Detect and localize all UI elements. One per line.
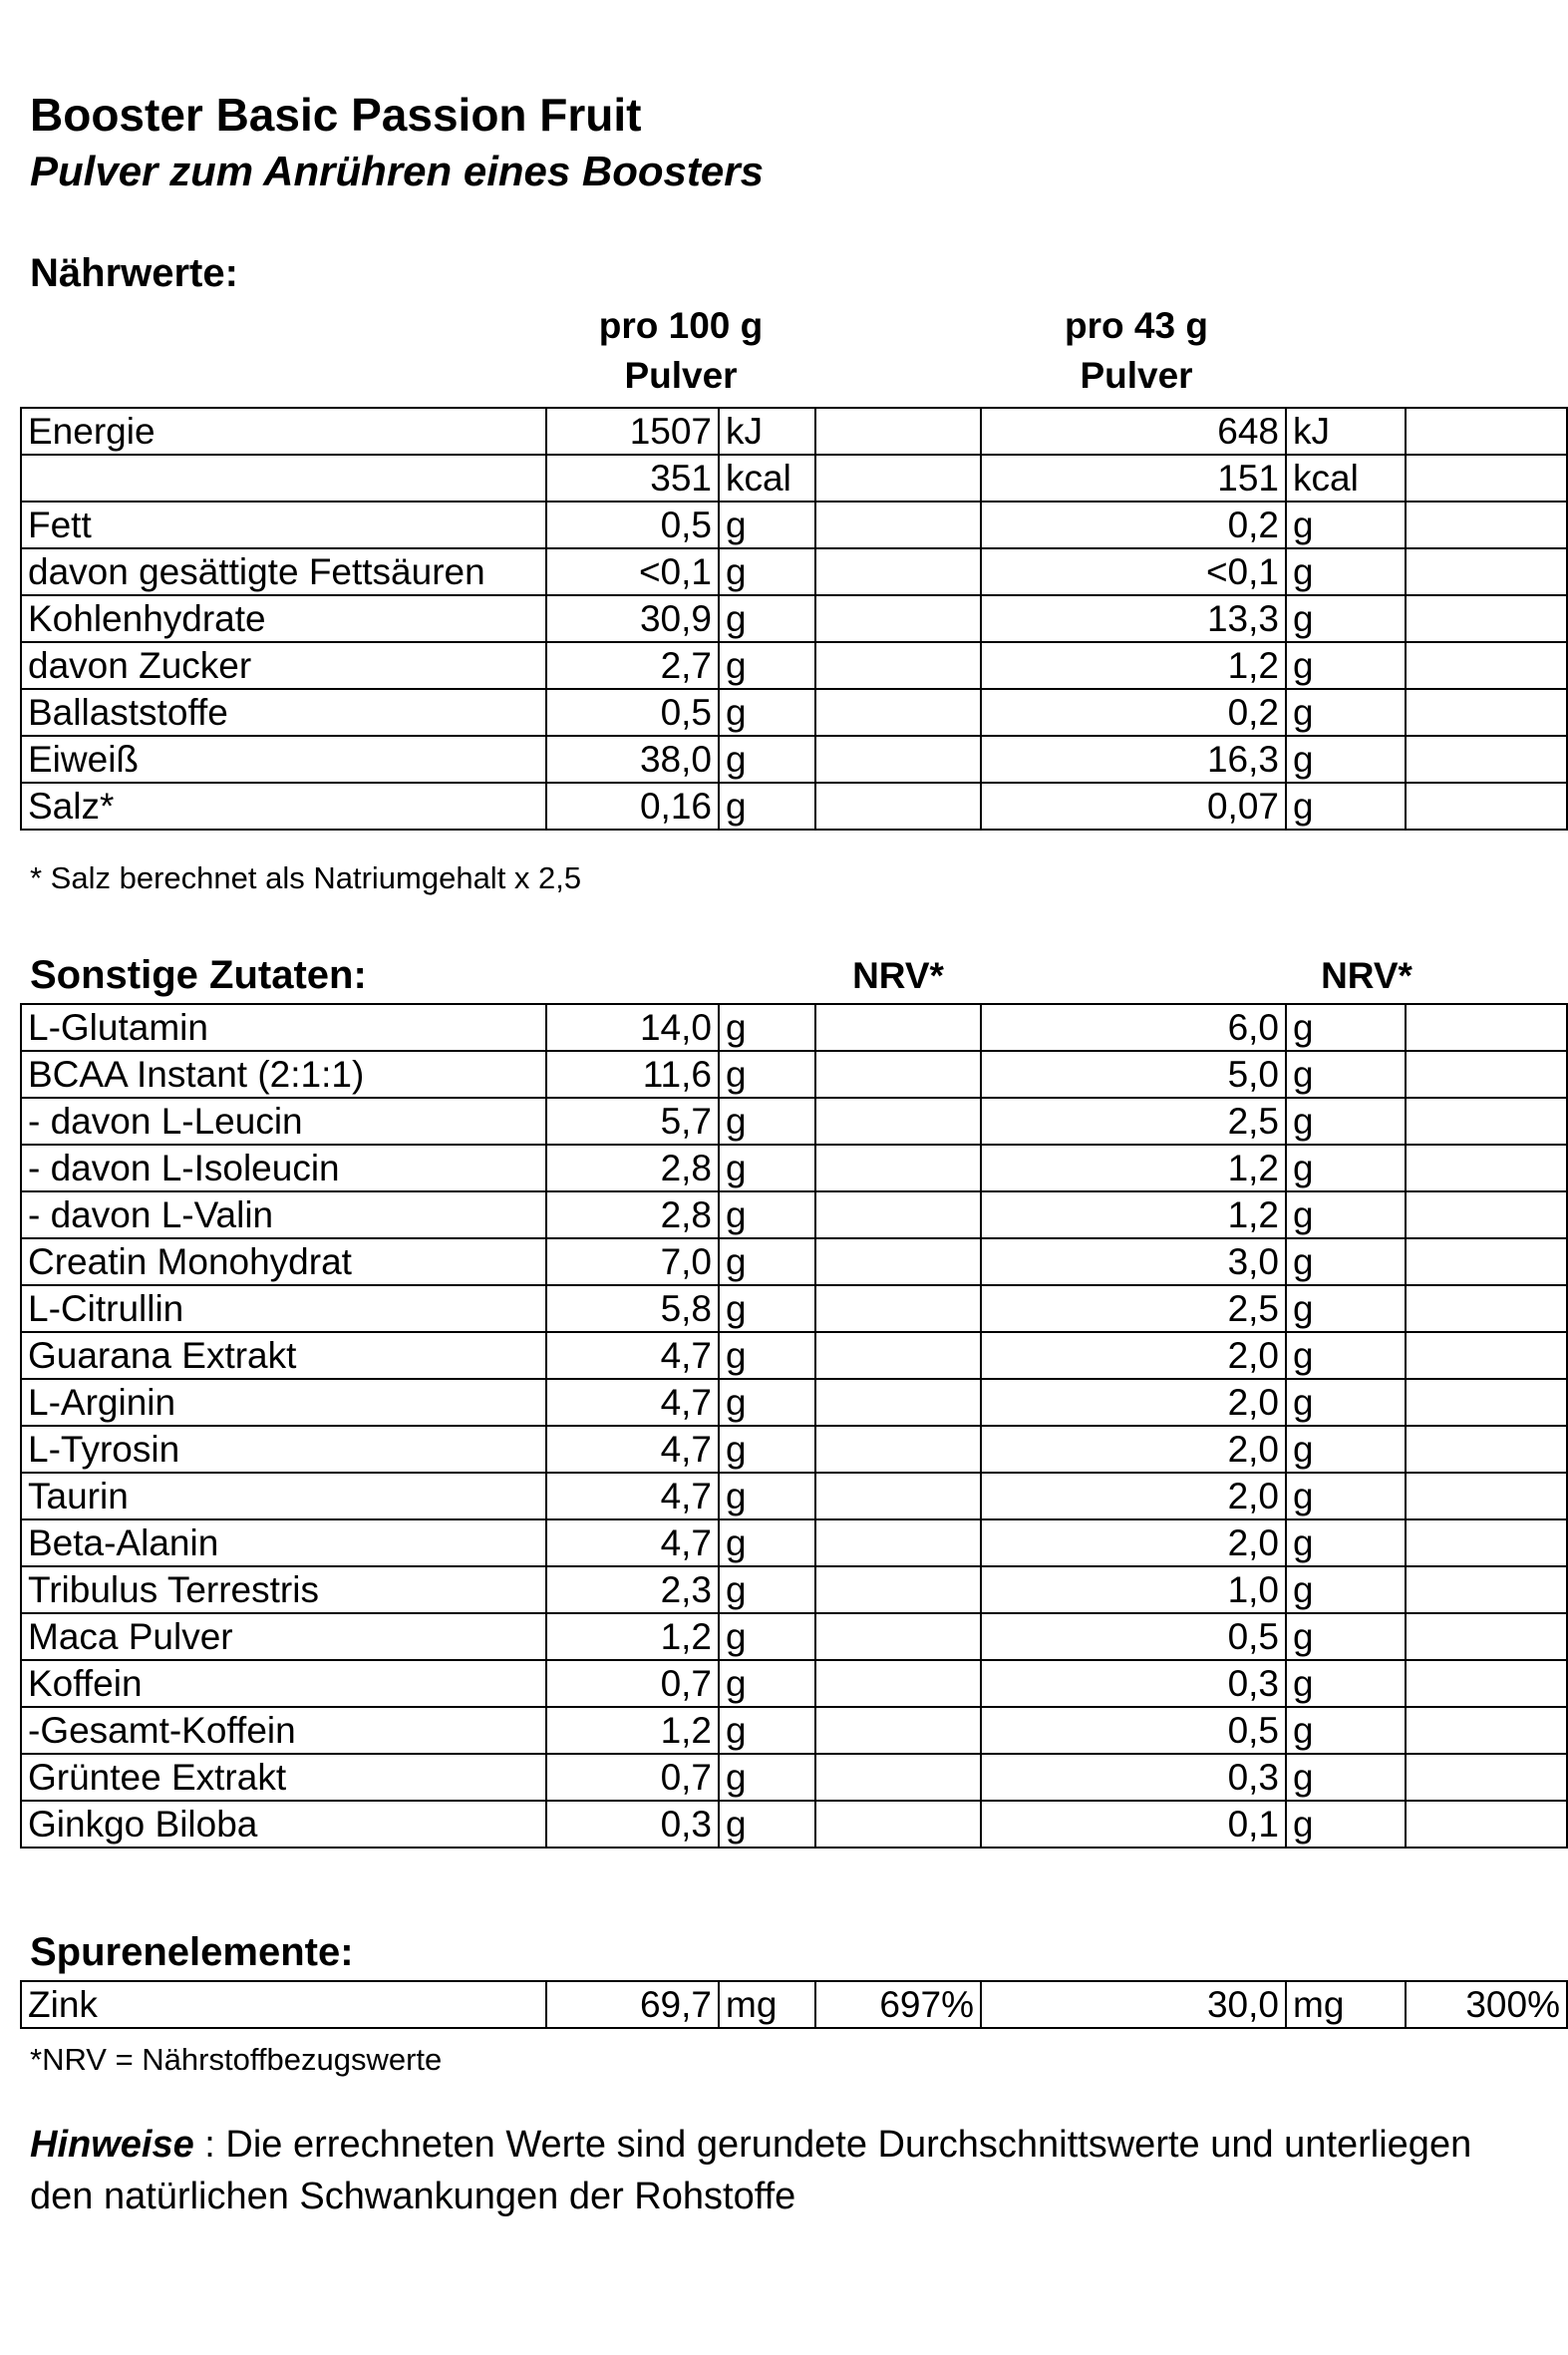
unit-per-43g: g: [1286, 1426, 1406, 1473]
unit-per-100g: g: [719, 1801, 815, 1848]
nrv-per-43g: [1406, 1660, 1567, 1707]
value-per-43g: 0,2: [981, 502, 1286, 548]
nrv-per-100g: [815, 1098, 981, 1145]
table-row: [21, 408, 1567, 455]
value-per-43g: 1,2: [981, 1145, 1286, 1191]
unit-per-43g: g: [1286, 1801, 1406, 1848]
value-per-43g: 1,2: [981, 642, 1286, 689]
unit-per-43g: g: [1286, 1051, 1406, 1098]
value-per-43g: 0,07: [981, 783, 1286, 830]
nrv-per-100g: [815, 642, 981, 689]
nutrient-name: davon gesättigte Fettsäuren: [21, 548, 546, 595]
value-per-100g: 4,7: [546, 1519, 719, 1566]
value-per-43g: 2,5: [981, 1285, 1286, 1332]
unit-per-43g: mg: [1286, 1981, 1406, 2028]
value-per-43g: 0,2: [981, 689, 1286, 736]
value-per-43g: 151: [981, 455, 1286, 502]
value-per-100g: 4,7: [546, 1332, 719, 1379]
value-per-43g: 5,0: [981, 1051, 1286, 1098]
unit-per-43g: g: [1286, 1379, 1406, 1426]
value-per-43g: 6,0: [981, 1004, 1286, 1051]
unit-per-100g: g: [719, 502, 815, 548]
unit-per-100g: g: [719, 1519, 815, 1566]
value-per-43g: 2,0: [981, 1519, 1286, 1566]
hint-separator: :: [193, 2124, 226, 2166]
value-per-43g: 2,0: [981, 1473, 1286, 1519]
table-row: [21, 1238, 1567, 1285]
value-per-100g: 0,7: [546, 1660, 719, 1707]
table-row: [21, 1379, 1567, 1426]
nutrient-name: Fett: [21, 502, 546, 548]
table-row: [21, 502, 1567, 548]
nrv-header-100g: NRV*: [852, 955, 944, 996]
nrv-per-100g: [815, 1707, 981, 1754]
value-per-100g: 2,7: [546, 642, 719, 689]
nrv-per-43g: [1406, 1004, 1567, 1051]
nrv-per-43g: [1406, 1566, 1567, 1613]
nrv-per-43g: [1406, 1754, 1567, 1801]
value-per-43g: <0,1: [981, 548, 1286, 595]
value-per-100g: 4,7: [546, 1426, 719, 1473]
table-row: [21, 1613, 1567, 1660]
nrv-footnote: *NRV = Nährstoffbezugswerte: [30, 2042, 443, 2077]
unit-per-100g: g: [719, 1238, 815, 1285]
value-per-100g: 14,0: [546, 1004, 719, 1051]
nrv-per-100g: [815, 1754, 981, 1801]
nrv-per-100g: [815, 736, 981, 783]
value-per-100g: 2,8: [546, 1191, 719, 1238]
value-per-100g: 4,7: [546, 1379, 719, 1426]
unit-per-43g: g: [1286, 1566, 1406, 1613]
nrv-per-43g: [1406, 1285, 1567, 1332]
hint-paragraph: [30, 2119, 1545, 2222]
naehrwerte-table: [20, 407, 1568, 831]
value-per-43g: 0,5: [981, 1707, 1286, 1754]
table-row: [21, 642, 1567, 689]
nrv-per-100g: [815, 1004, 981, 1051]
nutrient-name: Guarana Extrakt: [21, 1332, 546, 1379]
nrv-per-100g: [815, 1519, 981, 1566]
nrv-per-43g: [1406, 1098, 1567, 1145]
value-per-100g: 0,16: [546, 783, 719, 830]
nutrient-name: - davon L-Valin: [21, 1191, 546, 1238]
value-per-43g: 0,3: [981, 1754, 1286, 1801]
value-per-100g: 38,0: [546, 736, 719, 783]
table-row: [21, 548, 1567, 595]
nutrient-name: Eiweiß: [21, 736, 546, 783]
nrv-per-100g: [815, 1426, 981, 1473]
unit-per-100g: g: [719, 1191, 815, 1238]
col-header-43g-line1: pro 43 g: [1065, 305, 1208, 346]
nrv-per-43g: [1406, 783, 1567, 830]
unit-per-100g: g: [719, 1566, 815, 1613]
value-per-43g: 3,0: [981, 1238, 1286, 1285]
nrv-per-43g: [1406, 408, 1567, 455]
value-per-43g: 2,5: [981, 1098, 1286, 1145]
table-row: [21, 1051, 1567, 1098]
nutrient-name: L-Arginin: [21, 1379, 546, 1426]
nrv-per-100g: [815, 408, 981, 455]
col-header-100g-line1: pro 100 g: [598, 305, 764, 346]
nutrient-name: Ballaststoffe: [21, 689, 546, 736]
value-per-100g: 0,7: [546, 1754, 719, 1801]
table-row: [21, 1981, 1567, 2028]
nutrient-name: - davon L-Isoleucin: [21, 1145, 546, 1191]
value-per-43g: 2,0: [981, 1426, 1286, 1473]
nrv-per-100g: [815, 1473, 981, 1519]
value-per-43g: 16,3: [981, 736, 1286, 783]
nrv-per-43g: [1406, 1426, 1567, 1473]
nrv-per-100g: [815, 1332, 981, 1379]
unit-per-100g: mg: [719, 1981, 815, 2028]
nutrient-name: BCAA Instant (2:1:1): [21, 1051, 546, 1098]
value-per-100g: 4,7: [546, 1473, 719, 1519]
spuren-table: [20, 1980, 1568, 2029]
col-header-43g-line2: Pulver: [1080, 355, 1193, 396]
nrv-per-100g: [815, 783, 981, 830]
unit-per-43g: g: [1286, 689, 1406, 736]
unit-per-100g: g: [719, 1285, 815, 1332]
unit-per-43g: g: [1286, 1707, 1406, 1754]
unit-per-100g: g: [719, 736, 815, 783]
table-row: [21, 1285, 1567, 1332]
nrv-per-43g: [1406, 1051, 1567, 1098]
unit-per-43g: g: [1286, 1660, 1406, 1707]
table-row: [21, 1098, 1567, 1145]
nrv-per-100g: [815, 1566, 981, 1613]
unit-per-43g: g: [1286, 1004, 1406, 1051]
unit-per-43g: g: [1286, 1145, 1406, 1191]
nutrient-name: Grüntee Extrakt: [21, 1754, 546, 1801]
unit-per-43g: g: [1286, 502, 1406, 548]
value-per-100g: 2,8: [546, 1145, 719, 1191]
unit-per-43g: g: [1286, 1473, 1406, 1519]
table-row: [21, 1145, 1567, 1191]
unit-per-43g: g: [1286, 1754, 1406, 1801]
unit-per-43g: kJ: [1286, 408, 1406, 455]
nrv-per-43g: [1406, 1238, 1567, 1285]
unit-per-100g: g: [719, 1145, 815, 1191]
nrv-per-43g: [1406, 1801, 1567, 1848]
unit-per-43g: g: [1286, 736, 1406, 783]
table-row: [21, 455, 1567, 502]
unit-per-100g: kJ: [719, 408, 815, 455]
value-per-100g: 11,6: [546, 1051, 719, 1098]
nrv-per-100g: 697%: [815, 1981, 981, 2028]
nutrient-name: davon Zucker: [21, 642, 546, 689]
unit-per-43g: g: [1286, 1519, 1406, 1566]
nrv-per-43g: [1406, 502, 1567, 548]
value-per-100g: 1,2: [546, 1613, 719, 1660]
nrv-per-100g: [815, 548, 981, 595]
nrv-per-100g: [815, 1379, 981, 1426]
nrv-per-100g: [815, 1613, 981, 1660]
value-per-100g: 0,5: [546, 689, 719, 736]
value-per-43g: 648: [981, 408, 1286, 455]
zutaten-table: [20, 1003, 1568, 1849]
value-per-100g: <0,1: [546, 548, 719, 595]
nrv-per-100g: [815, 502, 981, 548]
value-per-43g: 1,2: [981, 1191, 1286, 1238]
unit-per-100g: g: [719, 1004, 815, 1051]
nrv-per-43g: [1406, 595, 1567, 642]
unit-per-43g: g: [1286, 1191, 1406, 1238]
unit-per-43g: g: [1286, 595, 1406, 642]
unit-per-100g: g: [719, 1098, 815, 1145]
table-row: [21, 1473, 1567, 1519]
nrv-per-43g: [1406, 1707, 1567, 1754]
nrv-per-43g: [1406, 1332, 1567, 1379]
unit-per-43g: g: [1286, 642, 1406, 689]
unit-per-43g: g: [1286, 1098, 1406, 1145]
nutrient-name: [21, 455, 546, 502]
nrv-per-43g: [1406, 1473, 1567, 1519]
unit-per-100g: g: [719, 783, 815, 830]
nutrient-name: - davon L-Leucin: [21, 1098, 546, 1145]
value-per-43g: 1,0: [981, 1566, 1286, 1613]
unit-per-100g: g: [719, 1332, 815, 1379]
nrv-per-100g: [815, 1191, 981, 1238]
unit-per-100g: g: [719, 1660, 815, 1707]
nrv-per-43g: [1406, 1519, 1567, 1566]
unit-per-100g: g: [719, 642, 815, 689]
unit-per-100g: g: [719, 1613, 815, 1660]
value-per-100g: 30,9: [546, 595, 719, 642]
nutrient-name: L-Citrullin: [21, 1285, 546, 1332]
nrv-per-100g: [815, 689, 981, 736]
product-title: Booster Basic Passion Fruit: [30, 89, 642, 141]
col-header-100g: [546, 305, 815, 397]
value-per-43g: 30,0: [981, 1981, 1286, 2028]
table-row: [21, 1519, 1567, 1566]
nrv-per-100g: [815, 1285, 981, 1332]
table-row: [21, 1332, 1567, 1379]
value-per-43g: 0,1: [981, 1801, 1286, 1848]
nutrient-name: Energie: [21, 408, 546, 455]
nutrient-name: Maca Pulver: [21, 1613, 546, 1660]
unit-per-100g: g: [719, 1707, 815, 1754]
nutrient-name: -Gesamt-Koffein: [21, 1707, 546, 1754]
value-per-100g: 1,2: [546, 1707, 719, 1754]
nutrient-name: Zink: [21, 1981, 546, 2028]
unit-per-100g: g: [719, 1754, 815, 1801]
unit-per-100g: g: [719, 1379, 815, 1426]
value-per-100g: 7,0: [546, 1238, 719, 1285]
unit-per-100g: g: [719, 1051, 815, 1098]
nrv-per-43g: [1406, 642, 1567, 689]
unit-per-43g: kcal: [1286, 455, 1406, 502]
salz-footnote: * Salz berechnet als Natriumgehalt x 2,5: [30, 860, 582, 895]
value-per-100g: 5,7: [546, 1098, 719, 1145]
nrv-per-43g: 300%: [1406, 1981, 1567, 2028]
nutrient-name: Tribulus Terrestris: [21, 1566, 546, 1613]
value-per-100g: 0,5: [546, 502, 719, 548]
value-per-100g: 5,8: [546, 1285, 719, 1332]
nrv-per-100g: [815, 1238, 981, 1285]
nrv-per-100g: [815, 1145, 981, 1191]
hint-text: Die errechneten Werte sind gerundete Durchschnittswerte und unterliegen den natürlichen Schwankungen der Rohstoffe: [30, 2124, 1472, 2217]
nutrient-name: Beta-Alanin: [21, 1519, 546, 1566]
nutrient-name: Koffein: [21, 1660, 546, 1707]
nrv-per-100g: [815, 595, 981, 642]
nrv-per-100g: [815, 1801, 981, 1848]
value-per-43g: 0,3: [981, 1660, 1286, 1707]
unit-per-43g: g: [1286, 1332, 1406, 1379]
value-per-43g: 0,5: [981, 1613, 1286, 1660]
table-row: [21, 1566, 1567, 1613]
zutaten-heading: Sonstige Zutaten:: [30, 953, 367, 997]
nrv-per-43g: [1406, 1379, 1567, 1426]
unit-per-43g: g: [1286, 1238, 1406, 1285]
value-per-100g: 0,3: [546, 1801, 719, 1848]
nrv-per-43g: [1406, 689, 1567, 736]
nutrient-name: L-Glutamin: [21, 1004, 546, 1051]
nrv-per-43g: [1406, 548, 1567, 595]
unit-per-100g: g: [719, 548, 815, 595]
nrv-header-43g: NRV*: [1321, 955, 1412, 996]
value-per-100g: 69,7: [546, 1981, 719, 2028]
nrv-per-100g: [815, 455, 981, 502]
nutrient-name: Creatin Monohydrat: [21, 1238, 546, 1285]
value-per-43g: 2,0: [981, 1332, 1286, 1379]
nrv-per-43g: [1406, 455, 1567, 502]
table-row: [21, 1191, 1567, 1238]
unit-per-100g: kcal: [719, 455, 815, 502]
unit-per-43g: g: [1286, 548, 1406, 595]
value-per-43g: 2,0: [981, 1379, 1286, 1426]
product-subtitle: Pulver zum Anrühren eines Boosters: [30, 148, 764, 194]
nutrient-name: L-Tyrosin: [21, 1426, 546, 1473]
nutrient-name: Taurin: [21, 1473, 546, 1519]
col-header-100g-line2: Pulver: [624, 355, 738, 396]
nrv-per-43g: [1406, 1145, 1567, 1191]
nrv-per-100g: [815, 1051, 981, 1098]
spuren-heading: Spurenelemente:: [30, 1930, 354, 1974]
table-row: [21, 689, 1567, 736]
table-row: [21, 736, 1567, 783]
unit-per-43g: g: [1286, 783, 1406, 830]
nutrient-name: Ginkgo Biloba: [21, 1801, 546, 1848]
table-row: [21, 1004, 1567, 1051]
unit-per-100g: g: [719, 1426, 815, 1473]
table-row: [21, 783, 1567, 830]
table-row: [21, 595, 1567, 642]
unit-per-100g: g: [719, 689, 815, 736]
unit-per-100g: g: [719, 1473, 815, 1519]
nutrient-name: Salz*: [21, 783, 546, 830]
naehrwerte-heading: Nährwerte:: [30, 251, 238, 295]
nrv-per-100g: [815, 1660, 981, 1707]
col-header-43g: [1002, 305, 1271, 397]
nrv-per-43g: [1406, 736, 1567, 783]
unit-per-100g: g: [719, 595, 815, 642]
value-per-100g: 351: [546, 455, 719, 502]
table-row: [21, 1707, 1567, 1754]
table-row: [21, 1754, 1567, 1801]
table-row: [21, 1801, 1567, 1848]
nutrient-name: Kohlenhydrate: [21, 595, 546, 642]
hint-label: Hinweise: [30, 2124, 194, 2166]
nrv-per-43g: [1406, 1613, 1567, 1660]
table-row: [21, 1660, 1567, 1707]
value-per-100g: 2,3: [546, 1566, 719, 1613]
value-per-43g: 13,3: [981, 595, 1286, 642]
value-per-100g: 1507: [546, 408, 719, 455]
nrv-per-43g: [1406, 1191, 1567, 1238]
table-row: [21, 1426, 1567, 1473]
unit-per-43g: g: [1286, 1613, 1406, 1660]
unit-per-43g: g: [1286, 1285, 1406, 1332]
